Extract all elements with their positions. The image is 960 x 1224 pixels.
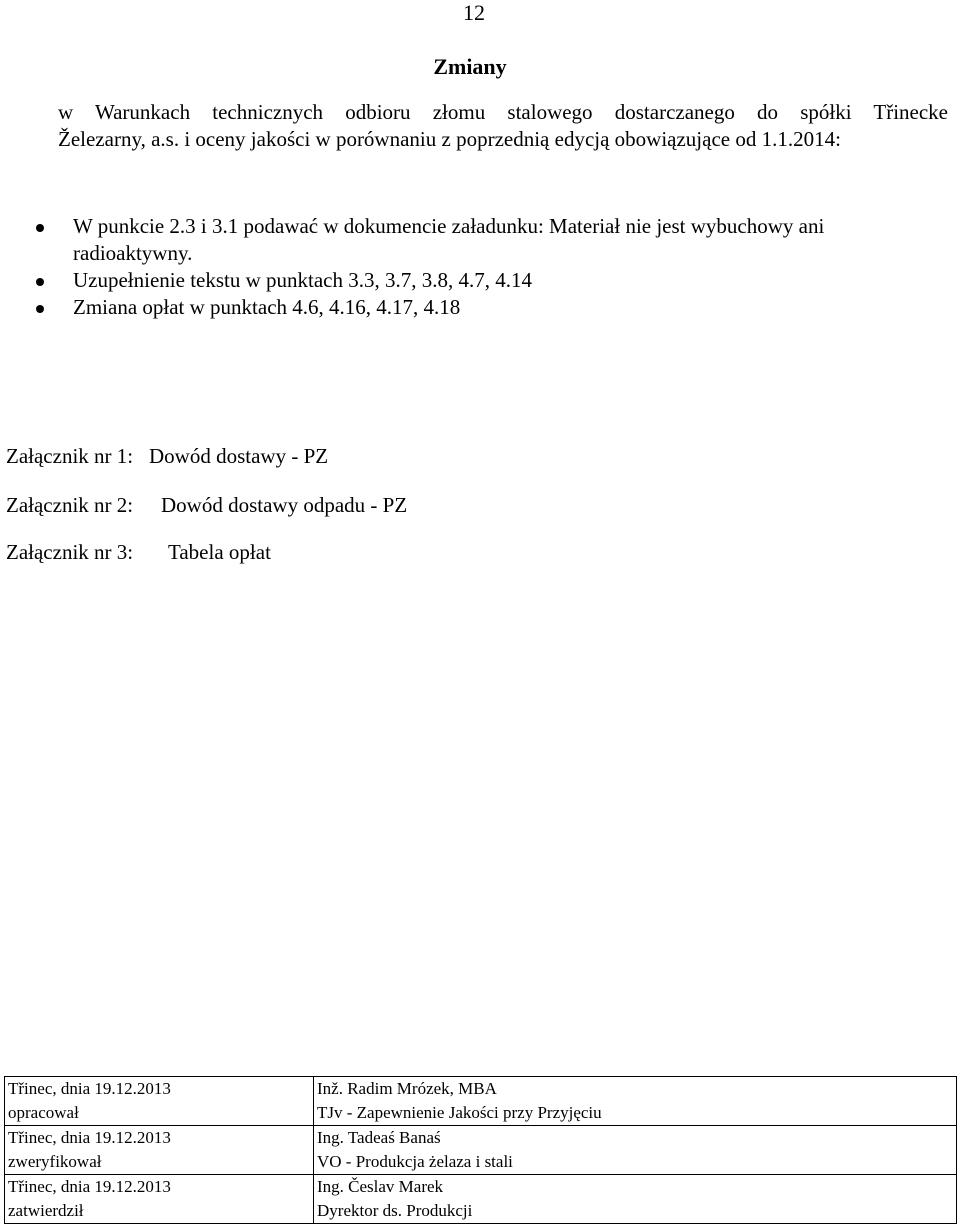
changes-list: [0, 213, 940, 321]
signature-name: Inž. Radim Mrózek, MBA: [317, 1079, 497, 1098]
table-row: [5, 1077, 957, 1126]
annex-label: Załącznik nr 2:: [6, 493, 134, 517]
signature-person-cell: [314, 1175, 957, 1224]
change-text: Zmiana opłat w punktach 4.6, 4.16, 4.17, 4.18: [73, 295, 461, 319]
list-item: [0, 294, 903, 321]
list-item: [0, 267, 903, 294]
change-text: Uzupełnienie tekstu w punktach 3.3, 3.7, 3.8, 4.7, 4.14: [73, 268, 533, 292]
annex-description: Dowód dostawy odpadu - PZ: [161, 493, 408, 517]
signature-name: Ing. Tadeaś Banaś: [317, 1128, 441, 1147]
bullet-icon: [36, 224, 44, 232]
signature-person-cell: [314, 1077, 957, 1126]
signature-date: Třinec, dnia 19.12.2013: [8, 1079, 171, 1098]
annex-1: [6, 443, 329, 469]
page-title: Zmiany: [433, 54, 507, 79]
table-row: [5, 1126, 957, 1175]
signature-role: TJv - Zapewnienie Jakości przy Przyjęciu: [317, 1103, 602, 1122]
signature-person-cell: [314, 1126, 957, 1175]
intro-paragraph: [58, 99, 948, 153]
annex-description: Tabela opłat: [168, 540, 271, 564]
signature-action: zatwierdził: [8, 1201, 84, 1220]
annex-3: [6, 539, 271, 565]
signature-table: [4, 1076, 957, 1224]
bullet-icon: [36, 305, 44, 313]
annex-description: Dowód dostawy - PZ: [149, 444, 329, 468]
signature-name: Ing. Česlav Marek: [317, 1177, 444, 1196]
signature-date: Třinec, dnia 19.12.2013: [8, 1177, 171, 1196]
signature-date-cell: [5, 1126, 314, 1175]
signature-date: Třinec, dnia 19.12.2013: [8, 1128, 171, 1147]
annex-label: Załącznik nr 1:: [6, 444, 134, 468]
change-text: W punkcie 2.3 i 3.1 podawać w dokumencie załadunku: Materiał nie jest wybuchowy ani radioaktywny.: [73, 214, 825, 265]
list-item: [0, 213, 903, 267]
intro-line-2: Železarny, a.s. i oceny jakości w porównaniu z poprzednią edycją obowiązujące od 1.1.2014:: [58, 127, 841, 151]
annex-2: [6, 492, 408, 518]
signature-action: opracował: [8, 1103, 79, 1122]
bullet-icon: [36, 278, 44, 286]
annex-label: Załącznik nr 3:: [6, 540, 134, 564]
signature-action: zweryfikował: [8, 1152, 102, 1171]
table-row: [5, 1175, 957, 1224]
signature-date-cell: [5, 1077, 314, 1126]
signature-role: VO - Produkcja żelaza i stali: [317, 1152, 513, 1171]
intro-line-1: w Warunkach technicznych odbioru złomu stalowego dostarczanego do spółki Třinecke: [58, 100, 948, 124]
signature-date-cell: [5, 1175, 314, 1224]
signature-role: Dyrektor ds. Produkcji: [317, 1201, 473, 1220]
page-number: 12: [463, 0, 485, 25]
